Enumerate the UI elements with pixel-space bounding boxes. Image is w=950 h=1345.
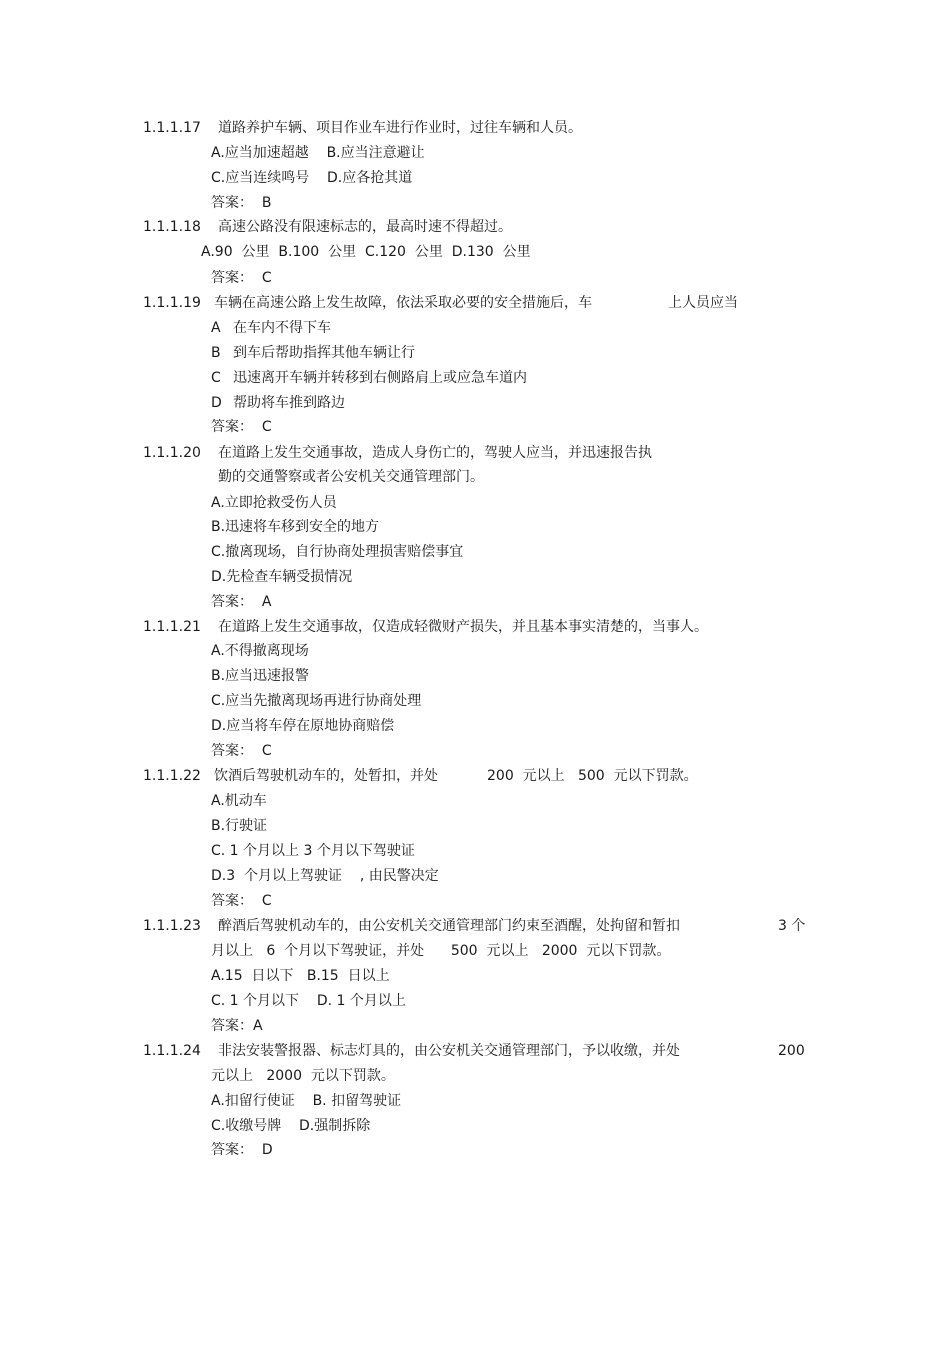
option-text: 到车后帮助指挥其他车辆让行 [233, 345, 415, 361]
option-letter: C [211, 370, 221, 386]
options-line: A.15 日以下 B.15 日以上 [211, 968, 390, 984]
question-stem: 醉酒后驾驶机动车的，由公安机关交通管理部门约束至酒醒，处拘留和暂扣 [218, 918, 680, 934]
question-number: 1.1.1.23 [143, 918, 201, 934]
option: C.应当先撤离现场再进行协商处理 [211, 693, 422, 709]
question-number: 1.1.1.20 [143, 445, 201, 461]
answer: 答案： C [211, 419, 272, 435]
question-number: 1.1.1.17 [143, 120, 201, 136]
options-line: A.90 公里 B.100 公里 C.120 公里 D.130 公里 [201, 244, 531, 260]
answer: 答案：A [211, 1018, 263, 1034]
question-number: 1.1.1.18 [143, 219, 201, 235]
question-stem: 在道路上发生交通事故，造成人身伤亡的，驾驶人应当，并迅速报告执 [218, 445, 652, 461]
answer: 答案： D [211, 1142, 273, 1158]
question-stem: 高速公路没有限速标志的，最高时速不得超过。 [218, 219, 512, 235]
option-text: 在车内不得下车 [233, 320, 331, 336]
options-line: A.应当加速超越 B.应当注意避让 [211, 145, 425, 161]
question-stem: 非法安装警报器、标志灯具的，由公安机关交通管理部门，予以收缴，并处 [218, 1043, 680, 1059]
option: B.迅速将车移到安全的地方 [211, 519, 380, 535]
options-line: C. 1 个月以下 D. 1 个月以上 [211, 993, 406, 1009]
option: A.不得撤离现场 [211, 643, 309, 659]
option: A.立即抢救受伤人员 [211, 495, 337, 511]
answer: 答案： B [211, 195, 272, 211]
option: B.应当迅速报警 [211, 668, 310, 684]
question-stem-continued: 勤的交通警察或者公安机关交通管理部门。 [218, 469, 484, 485]
question-stem-continued: 200 元以上 500 元以下罚款。 [487, 768, 698, 784]
option: C.撤离现场，自行协商处理损害赔偿事宜 [211, 544, 464, 560]
option: D.先检查车辆受损情况 [211, 569, 353, 585]
option-letter: A [211, 320, 221, 336]
options-line: C.收缴号牌 D.强制拆除 [211, 1118, 371, 1134]
option-text: 帮助将车推到路边 [233, 395, 345, 411]
option: B.行驶证 [211, 818, 268, 834]
answer: 答案： C [211, 743, 272, 759]
question-number: 1.1.1.24 [143, 1043, 201, 1059]
question-stem-continued: 上人员应当 [668, 295, 738, 311]
question-stem-end: 3 个 [778, 918, 806, 934]
question-number: 1.1.1.21 [143, 619, 201, 635]
question-stem-continued: 月以上 6 个月以下驾驶证，并处 500 元以上 2000 元以下罚款。 [211, 943, 671, 959]
option-letter: B [211, 345, 221, 361]
options-line: A.扣留行使证 B. 扣留驾驶证 [211, 1093, 402, 1109]
answer: 答案： C [211, 893, 272, 909]
question-number: 1.1.1.22 [143, 768, 201, 784]
question-stem-continued: 元以上 2000 元以下罚款。 [211, 1068, 395, 1084]
question-stem: 饮酒后驾驶机动车的，处暂扣，并处 [214, 768, 438, 784]
question-number: 1.1.1.19 [143, 295, 201, 311]
question-stem-end: 200 [778, 1043, 805, 1059]
answer: 答案： C [211, 270, 272, 286]
question-stem: 道路养护车辆、项目作业车进行作业时，过往车辆和人员。 [218, 120, 582, 136]
option: C. 1 个月以上 3 个月以下驾驶证 [211, 843, 415, 859]
option: D.3 个月以上驾驶证 , 由民警决定 [211, 868, 439, 884]
question-stem: 在道路上发生交通事故，仅造成轻微财产损失，并且基本事实清楚的，当事人。 [218, 619, 708, 635]
options-line: C.应当连续鸣号 D.应各抢其道 [211, 170, 413, 186]
question-stem: 车辆在高速公路上发生故障，依法采取必要的安全措施后，车 [214, 295, 592, 311]
option: D.应当将车停在原地协商赔偿 [211, 718, 395, 734]
option: A.机动车 [211, 793, 267, 809]
answer: 答案： A [211, 594, 272, 610]
option-text: 迅速离开车辆并转移到右侧路肩上或应急车道内 [233, 370, 527, 386]
option-letter: D [211, 395, 222, 411]
